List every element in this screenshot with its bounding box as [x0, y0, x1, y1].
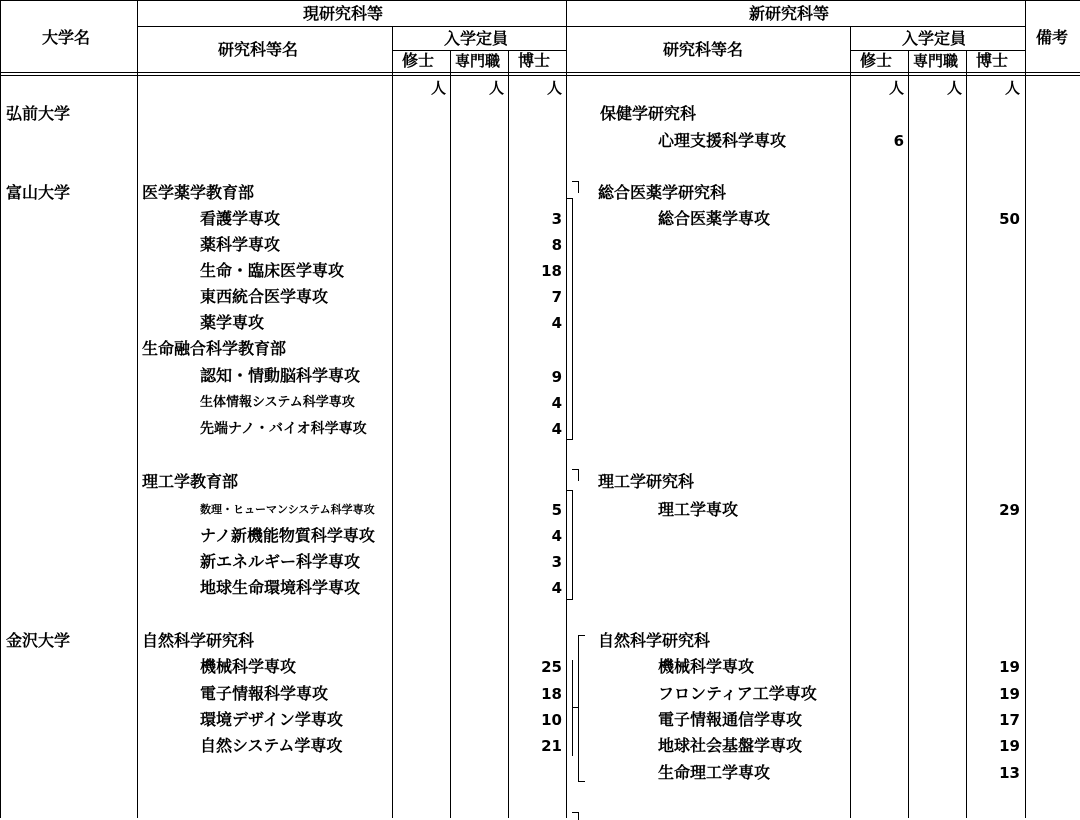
university-name: 金沢大学: [6, 631, 71, 650]
current-major-name: 東西統合医学専攻: [200, 287, 329, 306]
current-major-name: 環境デザイン学専攻: [200, 710, 343, 729]
new-dept-name: 総合医薬学研究科: [598, 183, 727, 202]
grid-line: [566, 26, 1025, 27]
grid-line: [908, 50, 909, 818]
new-doctor-capacity: 29: [999, 501, 1020, 519]
new-doctor-capacity: 50: [999, 210, 1020, 228]
new-dept-name: 自然科学研究科: [598, 631, 711, 650]
header-current-dept-name: 研究科等名: [218, 40, 299, 59]
unit-label: 人: [888, 79, 904, 97]
current-doctor-capacity: 4: [551, 394, 562, 412]
header-notes: 備考: [1036, 28, 1069, 47]
header-new-dept-name: 研究科等名: [663, 40, 744, 59]
grid-line: [508, 50, 509, 818]
unit-label: 人: [430, 79, 446, 97]
header-current-group: 現研究科等: [303, 4, 384, 23]
grid-line: [450, 50, 451, 818]
current-major-name: 薬科学専攻: [200, 235, 281, 254]
current-doctor-capacity: 25: [541, 658, 562, 676]
grid-line: [0, 75, 1080, 76]
current-doctor-capacity: 5: [551, 501, 562, 519]
header-new-professional: 専門職: [913, 52, 959, 70]
new-major-name: 総合医薬学専攻: [658, 209, 771, 228]
merge-bracket: [566, 490, 573, 600]
grid-line: [0, 72, 1080, 73]
current-dept-name: 自然科学研究科: [142, 631, 255, 650]
header-current-capacity: 入学定員: [444, 29, 509, 48]
grid-line: [137, 26, 566, 27]
header-current-doctor: 博士: [518, 51, 551, 70]
grid-line: [1025, 0, 1026, 818]
new-doctor-capacity: 19: [999, 658, 1020, 676]
current-doctor-capacity: 10: [541, 711, 562, 729]
current-doctor-capacity: 3: [551, 210, 562, 228]
current-doctor-capacity: 3: [551, 553, 562, 571]
new-doctor-capacity: 19: [999, 737, 1020, 755]
new-doctor-capacity: 19: [999, 685, 1020, 703]
university-name: 弘前大学: [6, 104, 71, 123]
current-major-name: 薬学専攻: [200, 313, 265, 332]
current-major-name: ナノ新機能物質科学専攻: [200, 526, 375, 545]
current-major-name: 先端ナノ・バイオ科学専攻: [200, 421, 367, 437]
unit-label: 人: [1004, 79, 1020, 97]
current-major-name: 認知・情動脳科学専攻: [200, 366, 361, 385]
merge-bracket: [566, 198, 573, 440]
merge-bracket: [578, 181, 585, 193]
merge-bracket: [578, 469, 585, 481]
university-name: 富山大学: [6, 183, 71, 202]
grid-line: [392, 50, 393, 818]
current-doctor-capacity: 4: [551, 579, 562, 597]
current-major-name: 電子情報科学専攻: [200, 684, 329, 703]
grid-line: [0, 0, 1080, 1]
grid-line: [850, 50, 851, 818]
grid-line: [966, 50, 967, 818]
current-major-name: 自然システム学専攻: [200, 736, 343, 755]
unit-label: 人: [488, 79, 504, 97]
current-doctor-capacity: 18: [541, 685, 562, 703]
current-major-name: 地球生命環境科学専攻: [200, 578, 361, 597]
grid-line: [850, 26, 851, 50]
current-doctor-capacity: 4: [551, 527, 562, 545]
current-major-name: 看護学専攻: [200, 209, 281, 228]
merge-bracket: [578, 635, 585, 782]
header-university: 大学名: [42, 28, 91, 47]
new-major-name: フロンティア工学専攻: [658, 684, 817, 703]
new-major-name: 機械科学専攻: [658, 657, 755, 676]
header-new-master: 修士: [860, 51, 893, 70]
current-major-name: 新エネルギー科学専攻: [200, 552, 361, 571]
header-new-group: 新研究科等: [749, 4, 830, 23]
current-doctor-capacity: 21: [541, 737, 562, 755]
current-dept-name: 医学薬学教育部: [142, 183, 255, 202]
new-master-capacity: 6: [893, 132, 904, 150]
unit-label: 人: [946, 79, 962, 97]
header-new-doctor: 博士: [976, 51, 1009, 70]
grid-line: [0, 0, 1, 818]
merge-bracket: [566, 660, 573, 756]
current-major-name: 生体情報システム科学専攻: [200, 395, 355, 410]
current-doctor-capacity: 4: [551, 314, 562, 332]
current-doctor-capacity: 9: [551, 368, 562, 386]
current-dept-name: 理工学教育部: [142, 472, 239, 491]
merge-bracket: [578, 812, 585, 820]
current-doctor-capacity: 18: [541, 262, 562, 280]
new-major-name: 心理支援科学専攻: [658, 131, 787, 150]
new-doctor-capacity: 17: [999, 711, 1020, 729]
grid-line: [392, 26, 393, 50]
unit-label: 人: [546, 79, 562, 97]
current-doctor-capacity: 7: [551, 288, 562, 306]
grid-line: [137, 0, 138, 818]
header-new-capacity: 入学定員: [902, 29, 967, 48]
new-dept-name: 理工学研究科: [598, 472, 695, 491]
header-current-professional: 専門職: [455, 52, 501, 70]
new-major-name: 電子情報通信学専攻: [658, 710, 803, 729]
new-major-name: 生命理工学専攻: [658, 763, 771, 782]
new-dept-name: 保健学研究科: [600, 104, 697, 123]
current-major-name: 生命・臨床医学専攻: [200, 261, 345, 280]
current-doctor-capacity: 8: [551, 236, 562, 254]
current-dept-name: 生命融合科学教育部: [142, 339, 287, 358]
new-major-name: 理工学専攻: [658, 500, 739, 519]
current-doctor-capacity: 4: [551, 420, 562, 438]
new-major-name: 地球社会基盤学専攻: [658, 736, 803, 755]
new-doctor-capacity: 13: [999, 764, 1020, 782]
header-current-master: 修士: [402, 51, 435, 70]
current-major-name: 数理・ヒューマンシステム科学専攻: [200, 503, 375, 516]
current-major-name: 機械科学専攻: [200, 657, 297, 676]
